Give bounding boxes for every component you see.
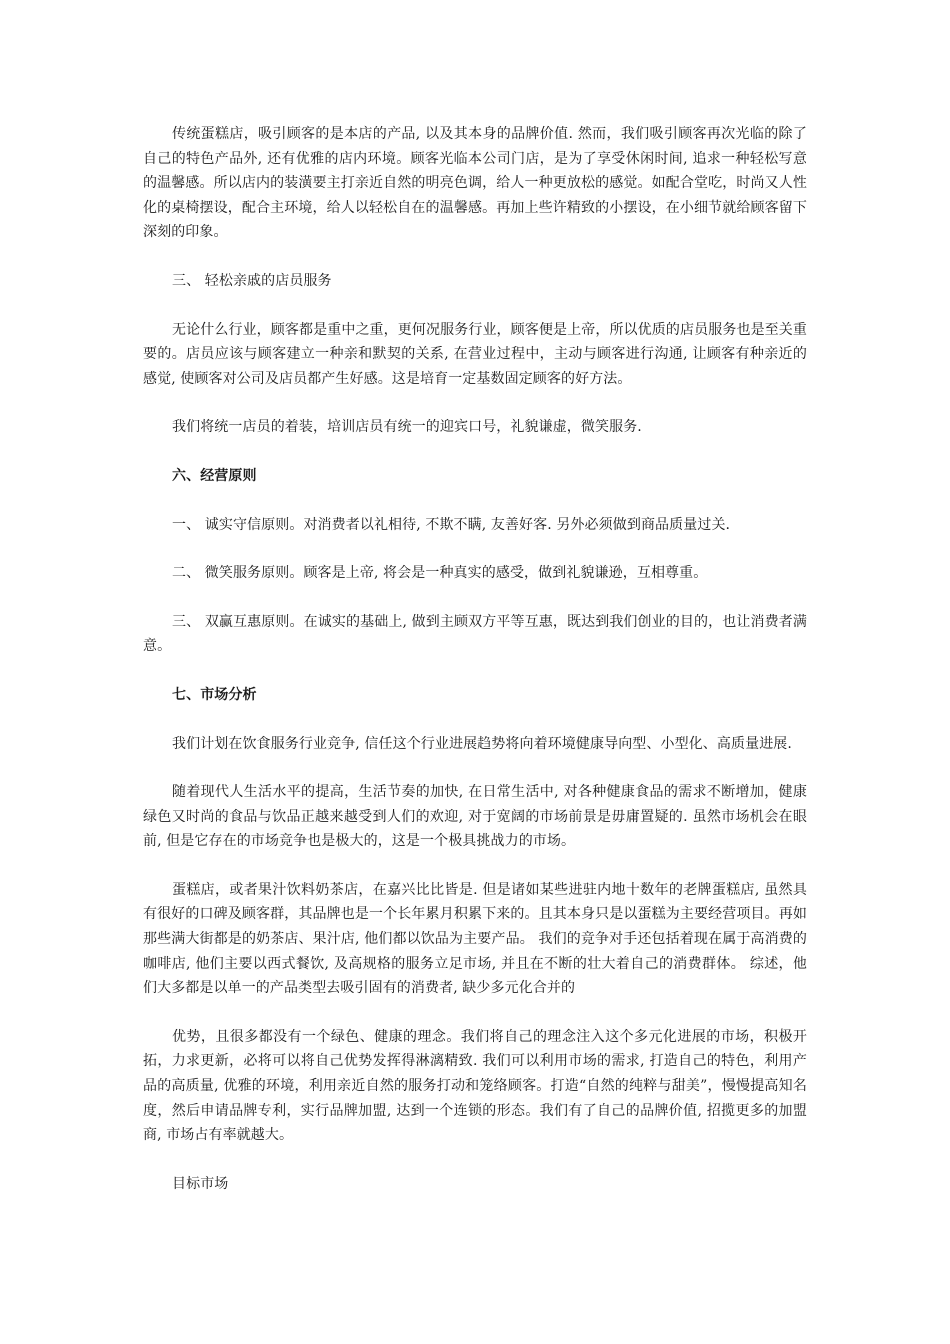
principle-item-1: 一、 诚实守信原则。对消费者以礼相待, 不欺不瞒, 友善好客. 另外必须做到商品质量过关. — [172, 516, 731, 533]
paragraph-market-plan: 我们计划在饮食服务行业竞争, 信任这个行业进展趋势将向着环境健康导向型、小型化、高质量进展. — [172, 735, 792, 752]
document-body — [143, 122, 807, 1196]
principle-item-3: 三、 双赢互惠原则。在诚实的基础上, 做到主顾双方平等互惠，既达到我们创业的目的，也让消费者满意。 — [143, 613, 807, 655]
subheading-staff-service: 三、 轻松亲戚的店员服务 — [172, 272, 332, 289]
paragraph-staff-service: 无论什么行业，顾客都是重中之重，更何况服务行业，顾客便是上帝，所以优质的店员服务也是至关重要的。店员应该与顾客建立一种亲和默契的关系, 在营业过程中，主动与顾客进行沟通, 让顾客有种亲近的感觉, 使顾客对公司及店员都产生好感。这是培育一定基数固定顾客的好方法。 — [143, 321, 807, 387]
subheading-target-market: 目标市场 — [172, 1175, 229, 1192]
paragraph-uniform: 我们将统一店员的着装，培训店员有统一的迎宾口号，礼貌谦虚，微笑服务. — [172, 419, 642, 436]
paragraph-market-trend: 随着现代人生活水平的提高，生活节奏的加快, 在日常生活中, 对各种健康食品的需求不断增加，健康绿色又时尚的食品与饮品正越来越受到人们的欢迎, 对于宽阔的市场前景是毋庸置疑的. 虽然市场机会在眼前, 但是它存在的市场竞争也是极大的，这是一个极具挑战力的市场。 — [143, 784, 807, 850]
section-heading-principles: 六、经营原则 — [172, 467, 257, 484]
paragraph-store-environment: 传统蛋糕店，吸引顾客的是本店的产品, 以及其本身的品牌价值. 然而，我们吸引顾客再次光临的除了自己的特色产品外, 还有优雅的店内环境。顾客光临本公司门店，是为了享受休闲时间, 追求一种轻松写意的温馨感。所以店内的装潢要主打亲近自然的明亮色调，给人一种更放松的感觉。如配合堂吃，时尚又人性化的桌椅摆设，配合主环境，给人以轻松自在的温馨感。再加上些许精致的小摆设，在小细节就给顾客留下深刻的印象。 — [143, 126, 807, 241]
section-heading-market-analysis: 七、市场分析 — [172, 686, 257, 703]
paragraph-competitors: 蛋糕店，或者果汁饮料奶茶店，在嘉兴比比皆是. 但是诸如某些进驻内地十数年的老牌蛋糕店, 虽然具有很好的口碑及顾客群，其品牌也是一个长年累月积累下来的。且其本身只是以蛋糕为主要经营项目。再如那些满大街都是的奶茶店、果汁店, 他们都以饮品为主要产品。 我们的竞争对手还包括着现在属于高消费的咖啡店, 他们主要以西式餐饮, 及高规格的服务立足市场, 并且在不断的壮大着自己的消费群体。 综述，他们大多都是以单一的产品类型去吸引固有的消费者, 缺少多元化合并的 — [143, 881, 807, 997]
principle-item-2: 二、 微笑服务原则。顾客是上帝, 将会是一种真实的感受，做到礼貌谦逊，互相尊重。 — [172, 565, 708, 582]
paragraph-advantages: 优势，且很多都没有一个绿色、健康的理念。我们将自己的理念注入这个多元化进展的市场，积极开拓，力求更新，必将可以将自己优势发挥得淋漓精致. 我们可以利用市场的需求, 打造自己的特色，利用产品的高质量, 优雅的环境，利用亲近自然的服务打动和笼络顾客。打造“自然的纯粹与甜美”，慢慢提高知名度，然后申请品牌专利，实行品牌加盟, 达到一个连锁的形态。我们有了自己的品牌价值, 招揽更多的加盟商, 市场占有率就越大。 — [143, 1028, 807, 1144]
